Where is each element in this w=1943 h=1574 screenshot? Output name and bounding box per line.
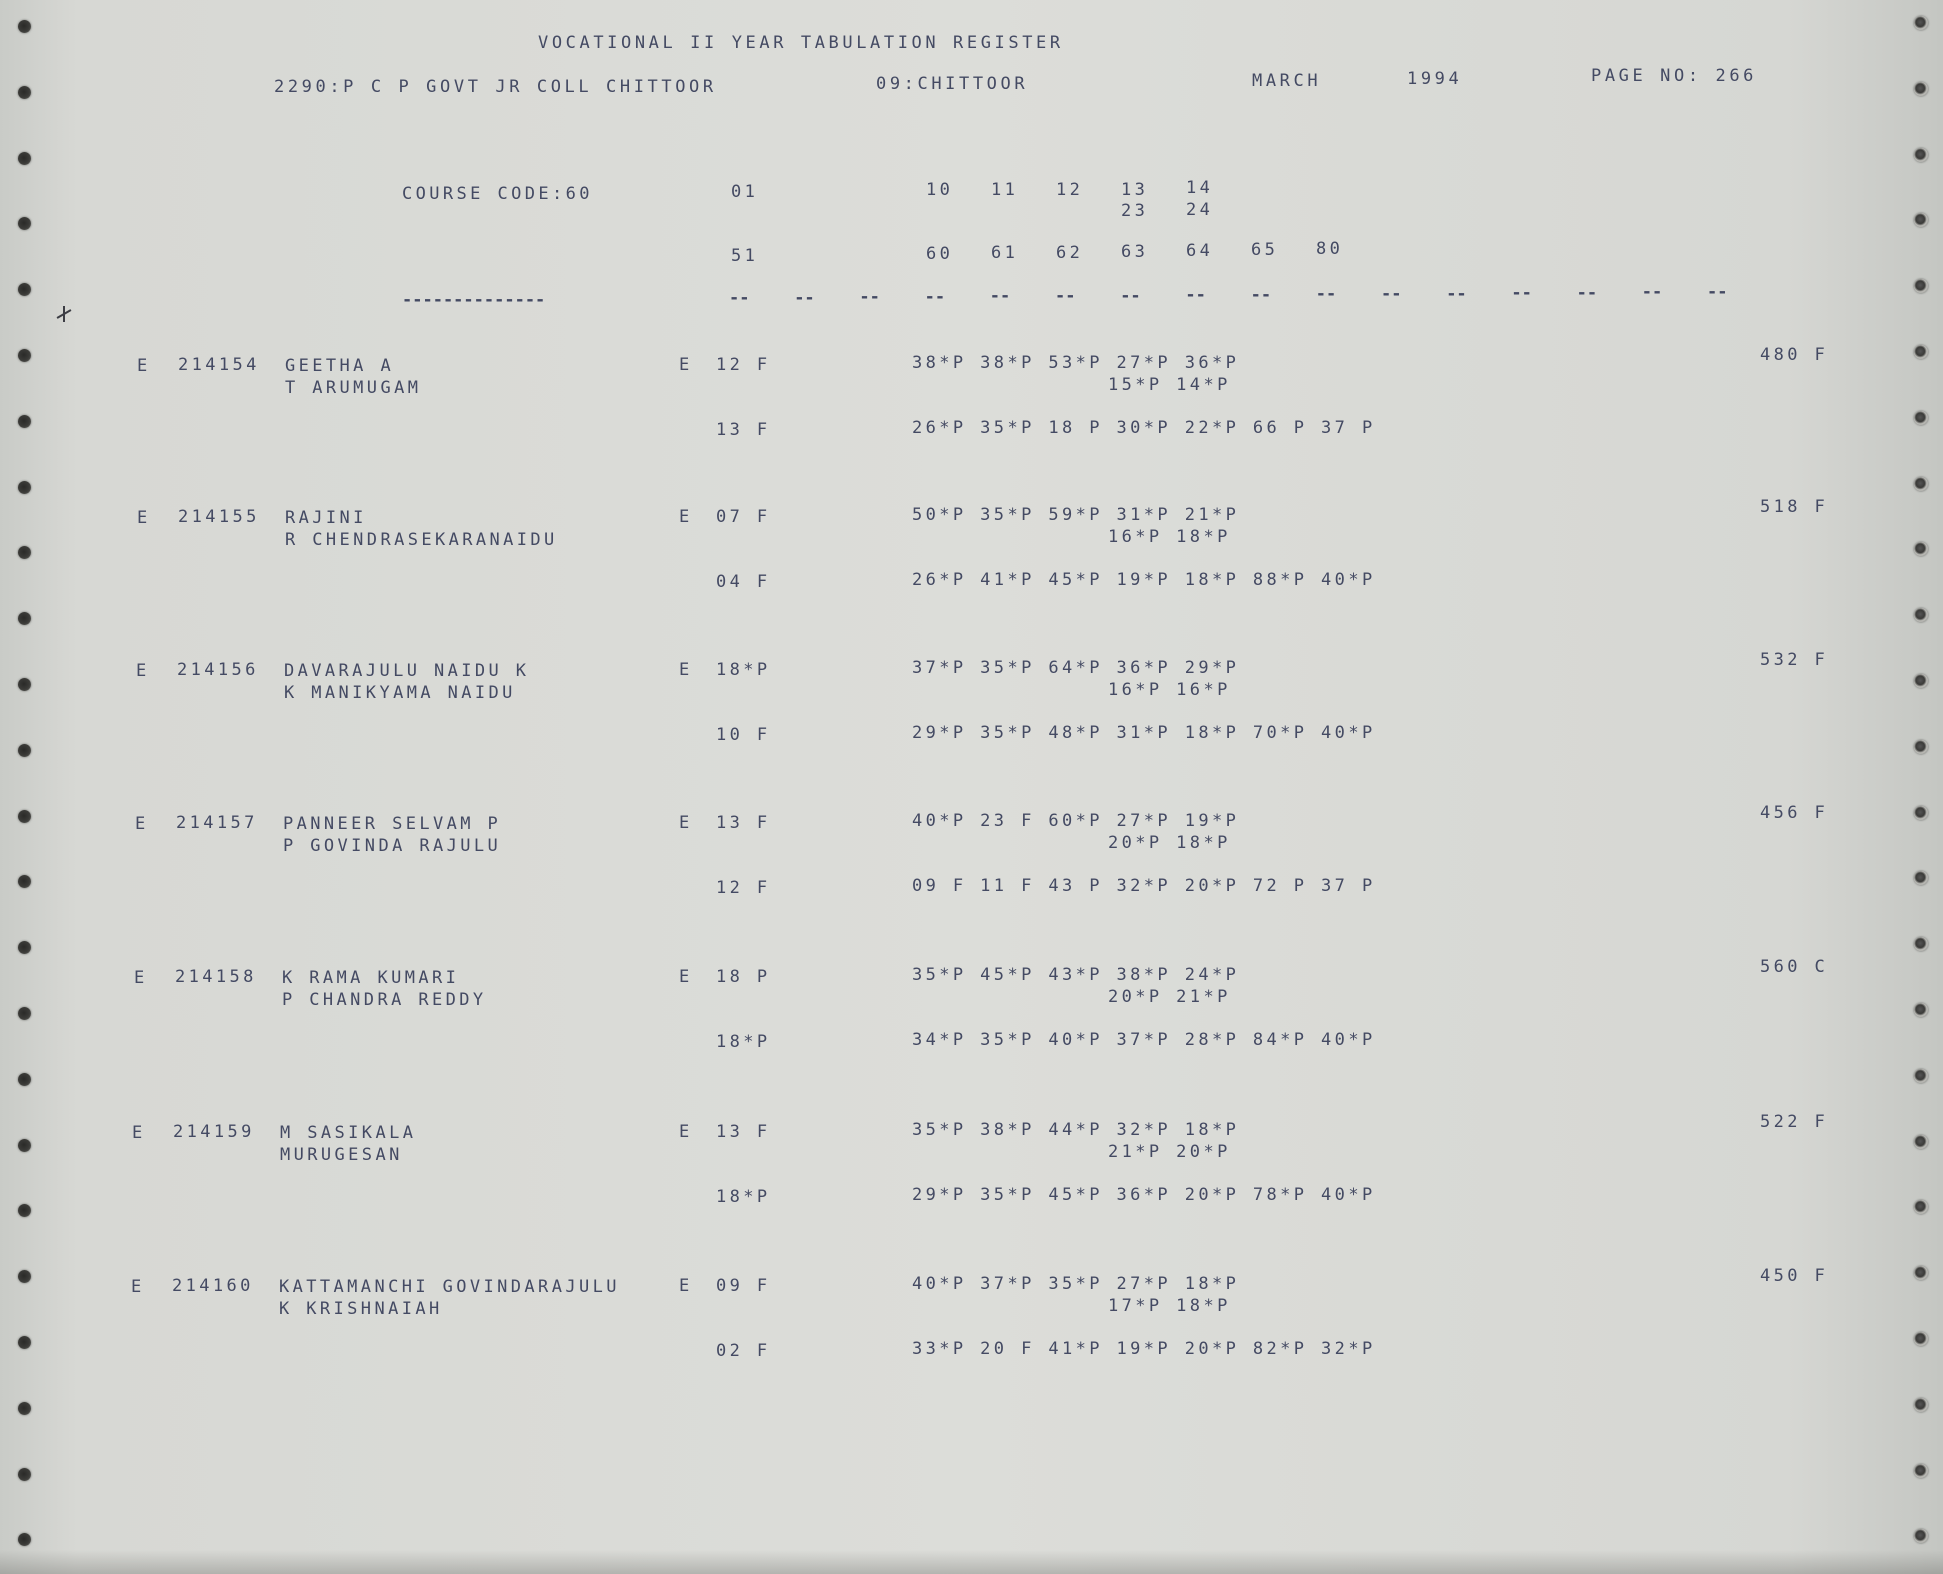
grand-total: 456 F [1760, 803, 1829, 823]
practical-marks: 26*P 41*P 45*P 19*P 18*P 88*P 40*P [912, 570, 1376, 590]
feed-hole [18, 20, 31, 33]
subject-marks: 35*P 38*P 44*P 32*P 18*P [912, 1120, 1240, 1140]
code-header-62: 62 [1056, 243, 1084, 263]
feed-hole [18, 1139, 31, 1152]
feed-hole [18, 415, 31, 428]
feed-hole [1914, 148, 1928, 162]
column-dash: -- [1707, 282, 1728, 302]
feed-hole [1914, 871, 1928, 885]
feed-hole [1914, 279, 1928, 293]
practical-marks: 26*P 35*P 18 P 30*P 22*P 66 P 37 P [912, 418, 1376, 438]
feed-hole [1914, 82, 1928, 96]
subject-marks-2: 21*P 20*P [1108, 1142, 1231, 1162]
subject-marks: 40*P 23 F 60*P 27*P 19*P [912, 811, 1240, 831]
practical-marks: 29*P 35*P 48*P 31*P 18*P 70*P 40*P [912, 723, 1376, 743]
feed-hole [1914, 411, 1928, 425]
grand-total: 560 C [1760, 957, 1829, 977]
feed-hole [18, 1270, 31, 1283]
column-dash: -- [859, 287, 880, 308]
feed-hole [18, 283, 31, 296]
feed-hole [1914, 1266, 1928, 1280]
code-header-01: 01 [731, 182, 759, 202]
feed-hole [1914, 1135, 1928, 1149]
grand-total: 522 F [1760, 1112, 1829, 1132]
column-dash: -- [924, 286, 946, 307]
column-dash: -- [1120, 285, 1141, 306]
code-header-11: 11 [991, 180, 1019, 200]
roll-number: 214157 [176, 813, 258, 833]
exam-month: MARCH [1252, 71, 1322, 91]
record-prefix: E [136, 661, 150, 681]
code-header-63: 63 [1121, 242, 1149, 262]
record-prefix: E [137, 508, 151, 528]
feed-hole [18, 481, 31, 494]
feed-hole [18, 810, 31, 823]
feed-hole [1914, 1003, 1928, 1017]
roll-number: 214160 [172, 1276, 254, 1296]
code-header-80: 80 [1316, 239, 1344, 259]
code-header-10: 10 [926, 180, 954, 200]
feed-hole [1914, 674, 1928, 688]
feed-hole [18, 1533, 31, 1546]
student-name: K RAMA KUMARI [282, 968, 460, 988]
parent-name: K MANIKYAMA NAIDU [284, 683, 516, 703]
medium-code: E [679, 1276, 693, 1296]
roll-number: 214159 [173, 1122, 255, 1142]
grand-total: 532 F [1760, 650, 1829, 670]
subject-marks-2: 16*P 18*P [1108, 527, 1231, 547]
code-header-61: 61 [991, 243, 1019, 263]
roll-number: 214154 [178, 355, 260, 375]
feed-hole [1914, 1332, 1928, 1346]
column-dash: -- [1250, 284, 1272, 305]
code-header-13: 13 [1121, 180, 1149, 200]
roll-number: 214156 [177, 660, 259, 680]
feed-hole [1914, 608, 1928, 622]
parent-name: T ARUMUGAM [285, 378, 422, 398]
medium-code: E [679, 355, 693, 375]
district-code: 09:CHITTOOR [876, 74, 1029, 94]
lang1-mark: 18*P [716, 660, 771, 680]
subject-marks-2: 16*P 16*P [1108, 680, 1231, 700]
feed-hole [18, 941, 31, 954]
parent-name: MURUGESAN [280, 1145, 403, 1165]
lang2-mark: 13 F [716, 420, 771, 440]
column-dash: -- [1185, 285, 1206, 306]
lang2-mark: 18*P [716, 1187, 771, 1207]
feed-hole [1914, 740, 1928, 754]
exam-year: 1994 [1407, 69, 1463, 89]
parent-name: K KRISHNAIAH [279, 1299, 443, 1319]
column-dash: -- [1576, 282, 1598, 303]
feed-hole [18, 678, 31, 691]
practical-marks: 29*P 35*P 45*P 36*P 20*P 78*P 40*P [912, 1185, 1376, 1205]
column-dash: -- [1641, 282, 1663, 303]
feed-hole [1914, 16, 1928, 30]
header-underline: -------------- [402, 290, 546, 310]
code-header-60: 60 [926, 244, 954, 264]
student-name: DAVARAJULU NAIDU K [284, 661, 530, 681]
lang2-mark: 18*P [716, 1032, 771, 1052]
feed-hole [18, 1007, 31, 1020]
code-header-64: 64 [1186, 241, 1214, 261]
lang1-mark: 18 P [716, 967, 771, 987]
medium-code: E [679, 1122, 693, 1142]
record-prefix: E [134, 968, 148, 988]
feed-hole [18, 875, 31, 888]
medium-code: E [679, 813, 693, 833]
subject-marks-2: 17*P 18*P [1108, 1296, 1231, 1316]
code-header-12: 12 [1056, 180, 1084, 200]
subject-marks: 38*P 38*P 53*P 27*P 36*P [912, 353, 1240, 373]
record-prefix: E [135, 814, 149, 834]
feed-hole [1914, 213, 1928, 227]
medium-code: E [679, 507, 693, 527]
subject-marks: 50*P 35*P 59*P 31*P 21*P [912, 505, 1240, 525]
subject-marks: 40*P 37*P 35*P 27*P 18*P [912, 1274, 1240, 1294]
feed-hole [1914, 542, 1928, 556]
practical-marks: 33*P 20 F 41*P 19*P 20*P 82*P 32*P [912, 1339, 1376, 1359]
column-dash: -- [1446, 283, 1467, 304]
grand-total: 450 F [1760, 1266, 1829, 1286]
course-code-label: COURSE CODE:60 [402, 184, 593, 204]
student-name: GEETHA A [285, 356, 395, 376]
feed-hole [1914, 345, 1928, 359]
grand-total: 480 F [1760, 345, 1829, 365]
record-prefix: E [132, 1123, 146, 1143]
column-dash: -- [1055, 286, 1076, 306]
parent-name: R CHENDRASEKARANAIDU [285, 530, 558, 550]
feed-hole [1914, 1200, 1928, 1214]
feed-hole [18, 86, 31, 99]
feed-hole [18, 744, 31, 757]
feed-hole [18, 349, 31, 362]
lang2-mark: 12 F [716, 878, 771, 898]
record-prefix: E [137, 356, 151, 376]
student-name: M SASIKALA [280, 1123, 417, 1143]
practical-marks: 34*P 35*P 40*P 37*P 28*P 84*P 40*P [912, 1030, 1376, 1050]
feed-hole [18, 152, 31, 165]
column-dash: -- [729, 288, 750, 308]
subject-marks-2: 15*P 14*P [1108, 375, 1231, 395]
column-dash: -- [1381, 284, 1402, 304]
feed-hole [18, 217, 31, 230]
parent-name: P GOVINDA RAJULU [283, 836, 502, 856]
lang1-mark: 13 F [716, 813, 771, 833]
student-name: KATTAMANCHI GOVINDARAJULU [279, 1277, 620, 1297]
column-dash: -- [1511, 283, 1532, 304]
lang1-mark: 09 F [716, 1276, 771, 1296]
lang1-mark: 12 F [716, 355, 771, 375]
feed-hole [1914, 1529, 1928, 1543]
subject-marks: 35*P 45*P 43*P 38*P 24*P [912, 965, 1240, 985]
lang2-mark: 10 F [716, 725, 771, 745]
student-name: PANNEER SELVAM P [283, 814, 502, 834]
code-header-65: 65 [1251, 240, 1279, 260]
medium-code: E [679, 660, 693, 680]
feed-hole [1914, 1398, 1928, 1412]
feed-hole [1914, 1069, 1928, 1083]
code-header-24: 24 [1186, 200, 1214, 220]
column-dash: -- [794, 287, 815, 308]
feed-hole [18, 1204, 31, 1217]
pen-mark [56, 306, 72, 322]
feed-hole [1914, 937, 1928, 951]
subject-marks: 37*P 35*P 64*P 36*P 29*P [912, 658, 1240, 678]
code-header-14: 14 [1186, 178, 1214, 198]
lang2-mark: 04 F [716, 572, 771, 592]
practical-marks: 09 F 11 F 43 P 32*P 20*P 72 P 37 P [912, 876, 1376, 896]
student-name: RAJINI [285, 508, 367, 528]
register-title: VOCATIONAL II YEAR TABULATION REGISTER [538, 33, 1064, 53]
college-name: 2290:P C P GOVT JR COLL CHITTOOR [274, 77, 717, 97]
subject-marks-2: 20*P 21*P [1108, 987, 1231, 1007]
feed-hole [1914, 477, 1928, 491]
feed-hole [18, 1402, 31, 1415]
tractor-feed-holes-left [10, 0, 40, 1574]
column-dash: -- [1315, 284, 1337, 305]
lang1-mark: 13 F [716, 1122, 771, 1142]
feed-hole [18, 1468, 31, 1481]
feed-hole [18, 1073, 31, 1086]
feed-hole [18, 612, 31, 625]
code-header-23: 23 [1121, 201, 1149, 221]
lang1-mark: 07 F [716, 507, 771, 527]
medium-code: E [679, 967, 693, 987]
feed-hole [1914, 1464, 1928, 1478]
lang2-mark: 02 F [716, 1341, 771, 1361]
record-prefix: E [131, 1277, 145, 1297]
feed-hole [18, 1336, 31, 1349]
feed-hole [18, 546, 31, 559]
roll-number: 214155 [178, 507, 260, 527]
tractor-feed-holes-right [1906, 0, 1936, 1574]
subject-marks-2: 20*P 18*P [1108, 833, 1231, 853]
grand-total: 518 F [1760, 497, 1829, 517]
column-dash: -- [989, 286, 1011, 307]
parent-name: P CHANDRA REDDY [282, 990, 487, 1010]
roll-number: 214158 [175, 967, 257, 987]
page-number: PAGE NO: 266 [1591, 66, 1758, 86]
code-header-51: 51 [731, 246, 759, 266]
feed-hole [1914, 806, 1928, 820]
